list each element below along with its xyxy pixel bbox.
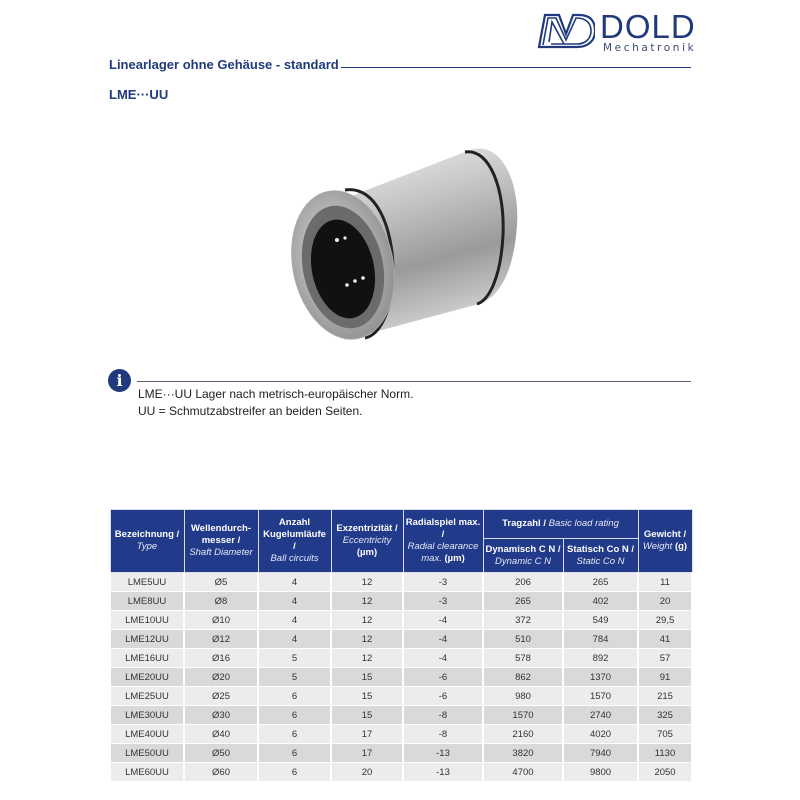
- spec-table: [109, 509, 693, 782]
- table-cell: 3820: [483, 744, 563, 763]
- info-line: UU = Schmutzabstreifer an beiden Seiten.: [138, 404, 363, 418]
- table-cell: 6: [258, 725, 331, 744]
- table-cell: 6: [258, 744, 331, 763]
- table-cell: -6: [403, 668, 483, 687]
- table-cell: 15: [331, 706, 403, 725]
- table-cell: -13: [403, 763, 483, 782]
- table-row: [110, 649, 692, 668]
- table-cell: 578: [483, 649, 563, 668]
- table-row: [110, 573, 692, 592]
- table-cell: 206: [483, 573, 563, 592]
- md-logo-mark-icon: [537, 12, 595, 50]
- table-cell: 1370: [563, 668, 638, 687]
- table-cell: 4: [258, 611, 331, 630]
- table-cell: 265: [483, 592, 563, 611]
- table-row: [110, 687, 692, 706]
- table-cell: 4: [258, 592, 331, 611]
- col-header-eccentricity: Exzentrizität / Eccentricity (µm): [331, 510, 403, 573]
- table-cell: -8: [403, 725, 483, 744]
- product-series-title: LME···UU: [109, 87, 169, 102]
- table-cell: 17: [331, 744, 403, 763]
- table-cell: -6: [403, 687, 483, 706]
- table-cell: 15: [331, 687, 403, 706]
- product-image: [285, 140, 525, 355]
- col-header-load-rating: Tragzahl / Basic load rating: [483, 510, 638, 539]
- col-header-dynamic: Dynamisch C N / Dynamic C N: [483, 539, 563, 573]
- table-row: [110, 630, 692, 649]
- table-cell: Ø16: [184, 649, 258, 668]
- table-cell: 7940: [563, 744, 638, 763]
- table-row: [110, 668, 692, 687]
- table-cell: LME8UU: [110, 592, 184, 611]
- table-cell: LME25UU: [110, 687, 184, 706]
- table-cell: 265: [563, 573, 638, 592]
- table-cell: Ø50: [184, 744, 258, 763]
- table-row: [110, 763, 692, 782]
- table-cell: LME10UU: [110, 611, 184, 630]
- table-cell: 20: [331, 763, 403, 782]
- table-cell: 325: [638, 706, 692, 725]
- table-cell: 41: [638, 630, 692, 649]
- info-divider: [137, 381, 691, 382]
- table-cell: -3: [403, 573, 483, 592]
- col-header-type: Bezeichnung / Type: [110, 510, 184, 573]
- table-row: [110, 725, 692, 744]
- table-cell: 12: [331, 592, 403, 611]
- table-cell: 4: [258, 630, 331, 649]
- table-cell: LME60UU: [110, 763, 184, 782]
- table-row: [110, 744, 692, 763]
- table-cell: 1570: [483, 706, 563, 725]
- table-cell: Ø40: [184, 725, 258, 744]
- table-cell: 57: [638, 649, 692, 668]
- table-cell: -4: [403, 649, 483, 668]
- table-cell: 2050: [638, 763, 692, 782]
- table-cell: LME50UU: [110, 744, 184, 763]
- table-cell: 510: [483, 630, 563, 649]
- table-cell: 12: [331, 649, 403, 668]
- table-cell: -8: [403, 706, 483, 725]
- table-cell: 20: [638, 592, 692, 611]
- info-note: [138, 386, 413, 420]
- table-cell: 549: [563, 611, 638, 630]
- col-header-static: Statisch Co N / Static Co N: [563, 539, 638, 573]
- table-cell: 12: [331, 611, 403, 630]
- table-cell: 862: [483, 668, 563, 687]
- table-cell: 5: [258, 668, 331, 687]
- table-cell: LME5UU: [110, 573, 184, 592]
- table-row: [110, 611, 692, 630]
- page-title: Linearlager ohne Gehäuse - standard: [109, 57, 339, 72]
- table-cell: 6: [258, 706, 331, 725]
- table-cell: 1570: [563, 687, 638, 706]
- info-icon: i: [108, 369, 131, 392]
- table-cell: 11: [638, 573, 692, 592]
- table-cell: 9800: [563, 763, 638, 782]
- info-line: LME···UU Lager nach metrisch-europäischer Norm.: [138, 387, 414, 401]
- table-cell: Ø8: [184, 592, 258, 611]
- table-cell: 91: [638, 668, 692, 687]
- col-header-ball-circuits: Anzahl Kugelumläufe / Ball circuits: [258, 510, 331, 573]
- table-cell: 12: [331, 630, 403, 649]
- table-cell: Ø30: [184, 706, 258, 725]
- brand-name: DOLD: [600, 8, 696, 45]
- table-cell: Ø10: [184, 611, 258, 630]
- table-row: [110, 706, 692, 725]
- col-header-radial-clearance: Radialspiel max. / Radial clearance max. (µm): [403, 510, 483, 573]
- col-header-weight: Gewicht / Weight (g): [638, 510, 692, 573]
- table-cell: 5: [258, 649, 331, 668]
- title-divider: [341, 67, 691, 68]
- spec-table-body: [110, 573, 692, 782]
- table-cell: 372: [483, 611, 563, 630]
- table-cell: 980: [483, 687, 563, 706]
- table-cell: 784: [563, 630, 638, 649]
- table-cell: 29,5: [638, 611, 692, 630]
- table-cell: 1130: [638, 744, 692, 763]
- table-cell: 705: [638, 725, 692, 744]
- table-cell: 892: [563, 649, 638, 668]
- table-cell: Ø5: [184, 573, 258, 592]
- table-cell: Ø60: [184, 763, 258, 782]
- table-cell: 4: [258, 573, 331, 592]
- table-cell: -4: [403, 611, 483, 630]
- table-cell: LME20UU: [110, 668, 184, 687]
- table-cell: 402: [563, 592, 638, 611]
- table-cell: -3: [403, 592, 483, 611]
- table-cell: 215: [638, 687, 692, 706]
- table-row: [110, 592, 692, 611]
- table-cell: -4: [403, 630, 483, 649]
- table-cell: -13: [403, 744, 483, 763]
- table-cell: LME30UU: [110, 706, 184, 725]
- table-cell: 4700: [483, 763, 563, 782]
- table-cell: Ø25: [184, 687, 258, 706]
- brand-subtitle: Mechatronik: [603, 42, 697, 54]
- col-header-shaft-diameter: Wellendurch-messer / Shaft Diameter: [184, 510, 258, 573]
- table-cell: 15: [331, 668, 403, 687]
- table-cell: 4020: [563, 725, 638, 744]
- table-cell: 6: [258, 763, 331, 782]
- table-cell: 12: [331, 573, 403, 592]
- page-title-row: [109, 52, 691, 72]
- table-cell: Ø12: [184, 630, 258, 649]
- table-cell: LME12UU: [110, 630, 184, 649]
- table-cell: 17: [331, 725, 403, 744]
- dold-logo: [537, 8, 697, 54]
- table-cell: 2160: [483, 725, 563, 744]
- table-cell: LME16UU: [110, 649, 184, 668]
- table-cell: Ø20: [184, 668, 258, 687]
- table-cell: 6: [258, 687, 331, 706]
- table-cell: 2740: [563, 706, 638, 725]
- table-cell: LME40UU: [110, 725, 184, 744]
